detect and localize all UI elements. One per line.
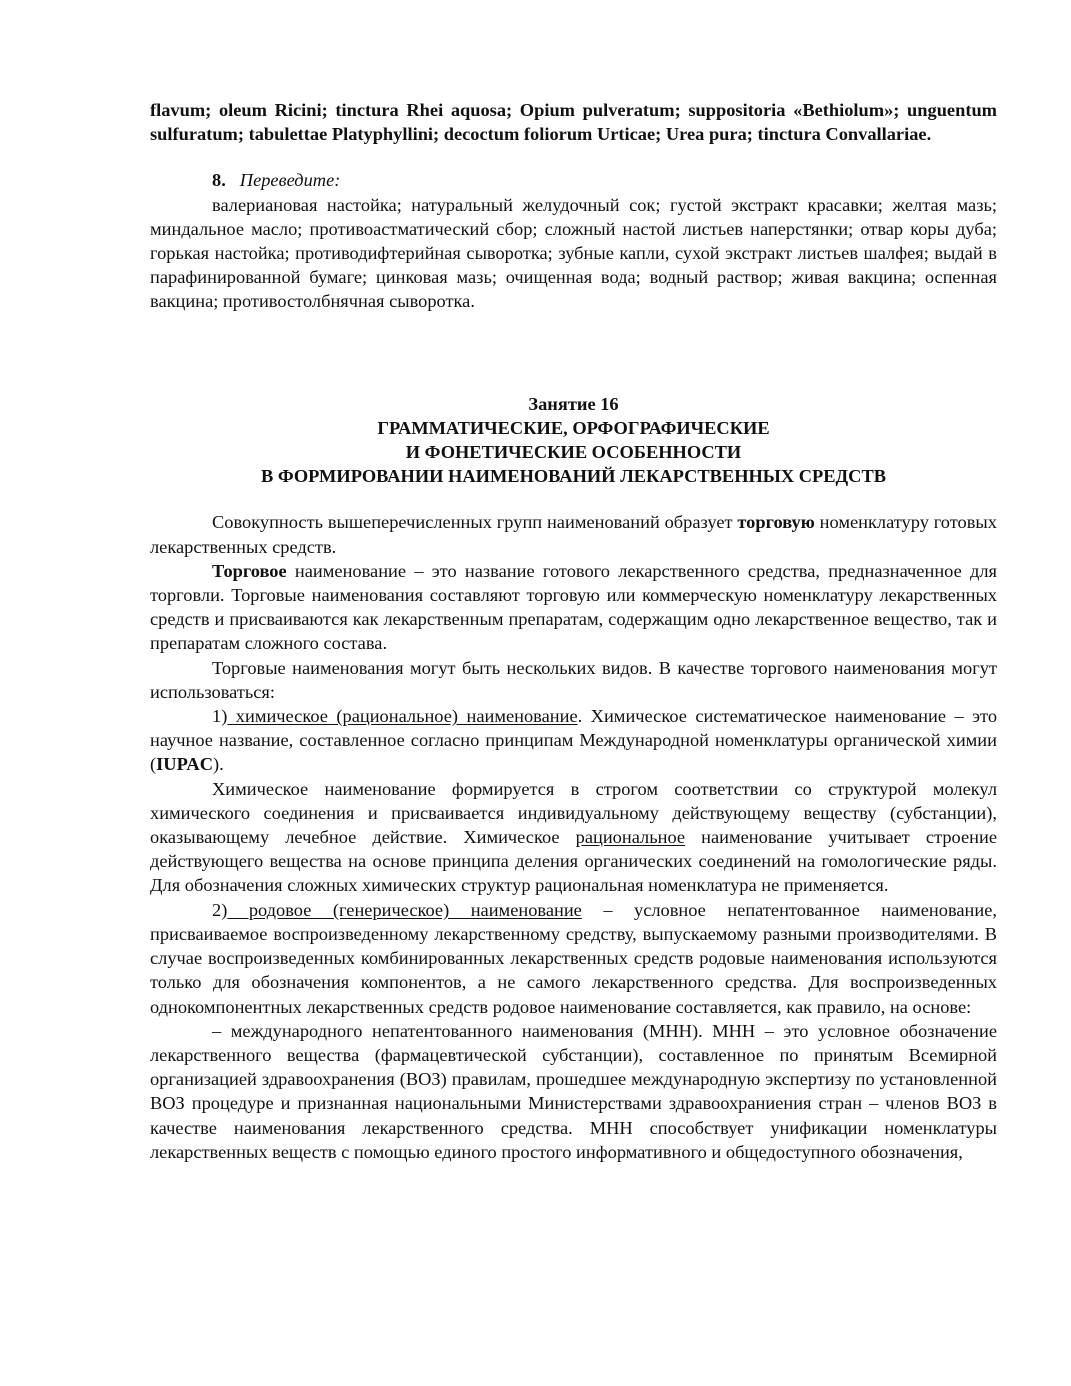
p6-underlined-term: родовое (генерическое) наименование (227, 899, 582, 920)
lesson-title-line-1: ГРАММАТИЧЕСКИЕ, ОРФОГРАФИЧЕСКИЕ (377, 417, 770, 438)
exercise-text (150, 193, 997, 314)
p2-bold-term: Торговое (212, 560, 287, 581)
p4-underlined-term: химическое (рациональное) наименование (227, 706, 578, 727)
p1-bold-term: торговую (737, 512, 815, 533)
p2-text: наименование – это название готового лекарственного средства, предназначенное для торговли. Торговые наименования составляют торговую или коммерческую номенклатуру лекарственных средств и присваиваются как лекарственным препаратам, содержащим одно лекарственное вещество, так и препаратам сложного состава. (150, 560, 997, 654)
exercise-heading (150, 168, 997, 192)
p6-number: 2) (212, 899, 228, 920)
p4-bold-iupac: IUPAC (156, 754, 213, 775)
latin-terms-paragraph: flavum; oleum Ricini; tinctura Rhei aquosa; Opium pulveratum; suppositoria «Bethiolum»; unguentum sulfuratum; tabulettae Platyphyllini; decoctum foliorum Urticae; Urea pura; tinctura Convallariae. (150, 100, 997, 145)
lesson-title-line-2: И ФОНЕТИЧЕСКИЕ ОСОБЕННОСТИ (405, 442, 742, 463)
paragraph-3: Торговые наименования могут быть нескольких видов. В качестве торгового наименования могут использоваться: (150, 657, 997, 702)
p5-text-a: Химическое наименование формируется в строгом соответствии со структурой молекул химического соединения и присваивается индивидуальному действующему веществу (субстанции), оказывающему лечебное действие. Химическое (150, 778, 997, 848)
p5-text-b: наименование учитывает строение действующего вещества на основе принципа деления органических соединений на гомологические ряды. Для обозначения сложных химических структур рациональная номенклатура не применяется. (150, 827, 997, 896)
exercise-text-content: валериановая настойка; натуральный желудочный сок; густой экстракт красавки; желтая мазь; миндальное масло; противоастматический сбор; сложный настой листьев наперстянки; отвар коры дуба; горькая настойка; противодифтерийная сыворотка; зубные капли, сухой экстракт листьев шалфея; выдай в парафинированной бумаге; цинковая мазь; очищенная вода; водный раствор; живая вакцина; оспенная вакцина; противостолбнячная сыворотка. (150, 194, 997, 312)
p4-text-a: . Химическое систематическое наименование – это научное название, составленное согласно принципам Международной номенклатуры органической химии ( (150, 706, 998, 775)
p1-text-b: номенклатуру готовых лекарственных средств. (150, 512, 997, 557)
paragraph-6 (150, 898, 997, 1019)
p1-text-a: Совокупность вышеперечисленных групп наименований образует (212, 512, 738, 533)
lesson-label: Занятие 16 (528, 393, 619, 414)
paragraph-2 (150, 559, 997, 656)
paragraph-1 (150, 510, 997, 558)
p6-text: – условное непатентованное наименование, присваиваемое воспроизведенному лекарственному средству, выпускаемому разными производителями. В случае воспроизведенных комбинированных лекарственных средств родовые наименования используются только для обозначения компонентов, а не самого лекарственного средства. Для воспроизведенных однокомпонентных лекарственных средств родовое наименование составляется, как правило, на основе: (150, 899, 997, 1017)
paragraph-7: – международного непатентованного наименования (МНН). МНН – это условное обозначение лекарственного вещества (фармацевтической субстанции), составленное по принятым Всемирной организацией здравоохранения (ВОЗ) правилам, прошедшее международную экспертизу по установленной ВОЗ процедуре и признанная национальными Министерствами здравоохраниения стран – членов ВОЗ в качестве наименования лекарственного средства. МНН способствует унификации номенклатуры лекарственных веществ с помощью единого простого информативного и общедоступного обозначения, (150, 1020, 997, 1162)
p4-text-b: ). (213, 754, 224, 775)
p5-underlined-term: рациональное (575, 827, 686, 848)
lesson-heading (150, 392, 997, 489)
paragraph-5 (150, 777, 997, 898)
paragraph-4 (150, 704, 997, 777)
exercise-title: Переведите: (239, 170, 341, 191)
exercise-number: 8. (212, 170, 226, 191)
p4-number: 1) (212, 706, 228, 727)
lesson-title-line-3: В ФОРМИРОВАНИИ НАИМЕНОВАНИЙ ЛЕКАРСТВЕННЫХ СРЕДСТВ (260, 466, 886, 487)
